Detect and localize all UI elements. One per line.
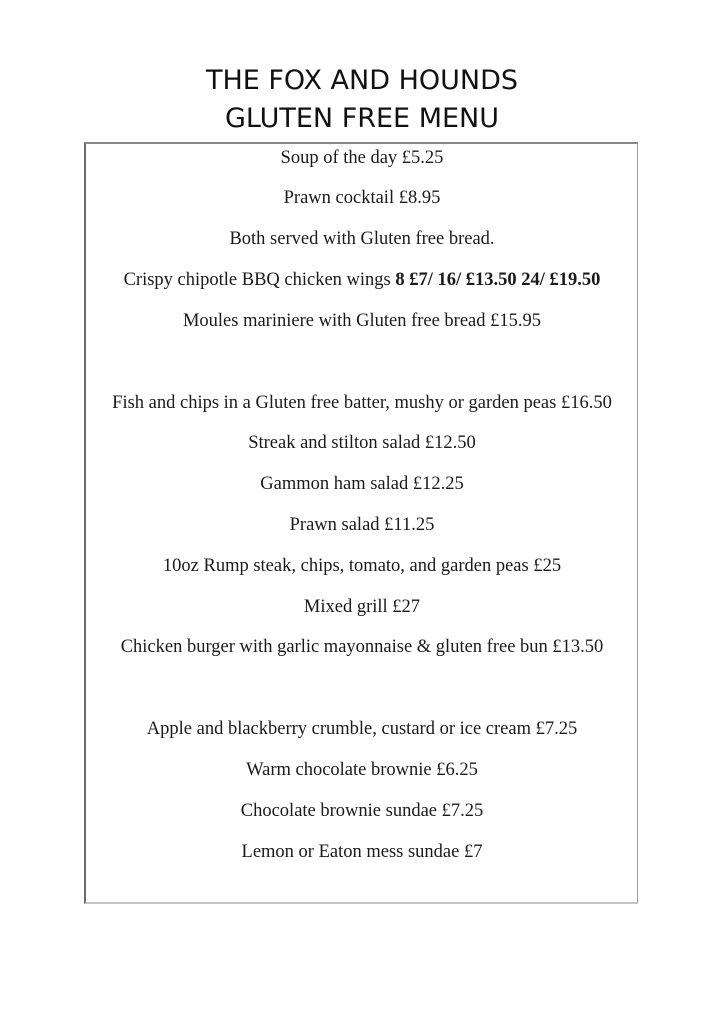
menu-title <box>0 62 724 138</box>
menu-item-soup: Soup of the day £5.25 <box>280 148 444 168</box>
menu-item-gammon-salad: Gammon ham salad £12.25 <box>260 474 464 494</box>
menu-item-chicken-wings <box>0 268 724 292</box>
menu-item-warm-brownie: Warm chocolate brownie £6.25 <box>246 760 478 780</box>
menu-item-mixed-grill: Mixed grill £27 <box>303 597 421 617</box>
menu-item-prawn-salad: Prawn salad £11.25 <box>289 515 435 535</box>
menu-item-prawn-cocktail: Prawn cocktail £8.95 <box>283 188 441 208</box>
menu-item-eton-mess: Lemon or Eaton mess sundae £7 <box>241 842 483 862</box>
menu-note-bread: Both served with Gluten free bread. <box>229 229 495 249</box>
menu-item-rump-steak: 10oz Rump steak, chips, tomato, and garden peas £25 <box>162 556 562 576</box>
menu-item-crumble: Apple and blackberry crumble, custard or ice cream £7.25 <box>146 719 578 739</box>
menu-item-fish-and-chips: Fish and chips in a Gluten free batter, mushy or garden peas £16.50 <box>112 393 612 413</box>
menu-item-steak-stilton-salad: Streak and stilton salad £12.50 <box>248 433 476 453</box>
wings-prices: 8 £7/ 16/ £13.50 24/ £19.50 <box>395 270 601 290</box>
restaurant-name: THE FOX AND HOUNDS <box>205 65 519 96</box>
menu-item-moules: Moules mariniere with Gluten free bread £15.95 <box>182 311 542 331</box>
menu-subtitle: GLUTEN FREE MENU <box>224 103 500 134</box>
wings-description: Crispy chipotle BBQ chicken wings <box>123 270 396 290</box>
menu-item-brownie-sundae: Chocolate brownie sundae £7.25 <box>240 801 484 821</box>
menu-item-chicken-burger: Chicken burger with garlic mayonnaise & gluten free bun £13.50 <box>120 637 604 657</box>
